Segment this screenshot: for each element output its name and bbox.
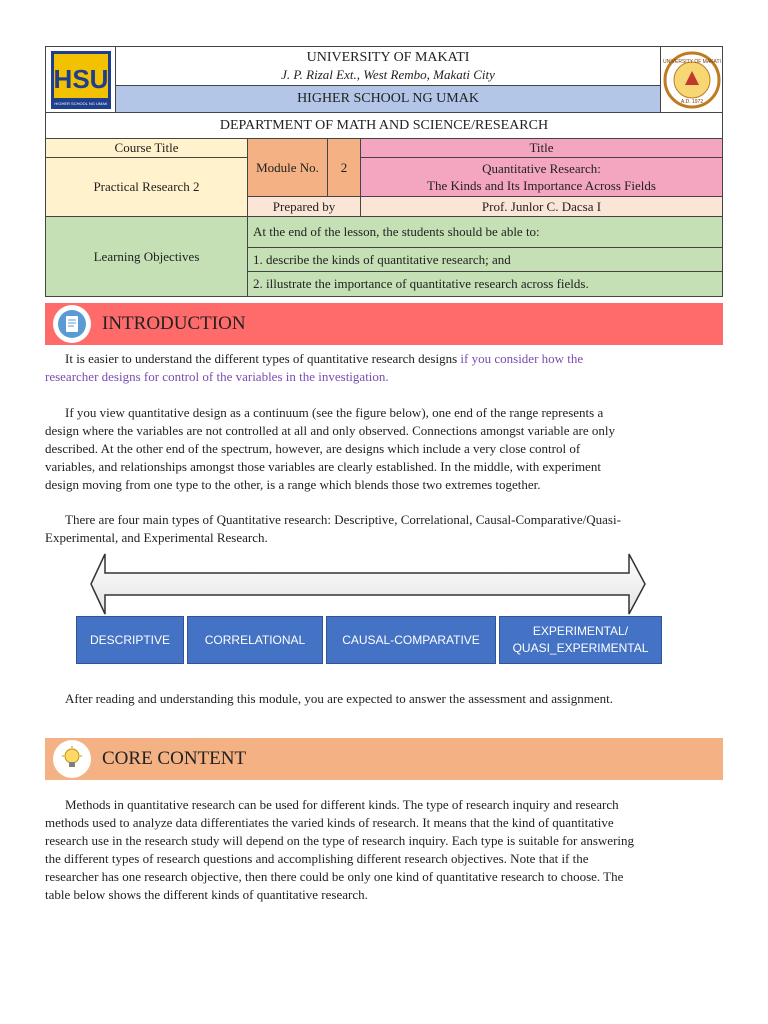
- prepared-by-label: Prepared by: [248, 197, 361, 217]
- department-name: DEPARTMENT OF MATH AND SCIENCE/RESEARCH: [46, 113, 722, 139]
- causal-comparative-box: CAUSAL-COMPARATIVE: [326, 616, 496, 664]
- module-title: [361, 158, 722, 197]
- objective-item-1: 1. describe the kinds of quantitative research; and: [248, 248, 722, 272]
- experimental-box: [499, 616, 662, 664]
- core-content-banner: [45, 738, 723, 780]
- correlational-box: CORRELATIONAL: [187, 616, 323, 664]
- learning-objectives-label: Learning Objectives: [46, 217, 248, 296]
- intro-paragraph-4: After reading and understanding this module, you are expected to answer the assessment and assignment.: [65, 691, 614, 706]
- experimental-box-line1: EXPERIMENTAL/: [532, 624, 629, 638]
- umak-seal: [660, 47, 722, 112]
- module-title-line2: The Kinds and Its Importance Across Fields: [427, 178, 656, 193]
- course-title: Practical Research 2: [46, 158, 248, 217]
- intro-p1-highlight-a: if you consider how the: [460, 351, 584, 366]
- school-name: HIGHER SCHOOL NG UMAK: [116, 85, 660, 112]
- introduction-banner: [45, 303, 723, 345]
- module-title-line1: Quantitative Research:: [482, 161, 601, 176]
- module-number: 2: [328, 139, 361, 197]
- hsu-logo: [46, 47, 116, 112]
- intro-p2-line5: design moving from one type to the other, is a range which blends those two extremes together.: [45, 477, 541, 492]
- introduction-heading: INTRODUCTION: [102, 313, 246, 334]
- objectives-intro: At the end of the lesson, the students should be able to:: [248, 217, 722, 248]
- title-label: Title: [361, 139, 722, 158]
- intro-p2-line4: variables, and relationships amongst those variables are clearly established. In the middle, with experiment: [45, 459, 601, 474]
- experimental-box-line2: QUASI_EXPERIMENTAL: [512, 641, 649, 655]
- research-types-row: [76, 616, 662, 664]
- notebook-icon: [53, 305, 91, 343]
- hsu-logo-subtext: HIGHER SCHOOL NG UMAK: [53, 100, 108, 106]
- seal-year: A.D. 1972: [680, 98, 703, 105]
- hsu-logo-text: HSU: [53, 63, 108, 94]
- university-name: UNIVERSITY OF MAKATI: [306, 50, 470, 65]
- university-address: J. P. Rizal Ext., West Rembo, Makati City: [281, 67, 495, 82]
- core-p1-line5: researcher has one research objective, then there could be only one kind of quantitative research to choose. The: [45, 869, 624, 884]
- intro-paragraph-2: [45, 404, 723, 494]
- objective-item-2: 2. illustrate the importance of quantitative research across fields.: [248, 272, 722, 296]
- descriptive-box: DESCRIPTIVE: [76, 616, 184, 664]
- module-header-table: [45, 46, 723, 297]
- module-label: Module No.: [248, 139, 328, 197]
- intro-p1-highlight-b: researcher designs for control of the variables in the investigation.: [45, 369, 389, 384]
- intro-paragraph-1: [45, 350, 723, 386]
- intro-p3-line2: Experimental, and Experimental Research.: [45, 530, 268, 545]
- seal-text: UNIVERSITY OF MAKATI: [662, 58, 721, 65]
- core-p1-line4: the different types of research questions and accomplishing different research objectives. Note that if the: [45, 851, 589, 866]
- intro-p2-line2: design where the variables are not controlled at all and only observed. Connections amongst variable are only: [45, 423, 616, 438]
- core-p1-line2: methods used to analyze data differentiates the varied kinds of research. It means that the kind of quantitative: [45, 815, 614, 830]
- core-content-heading: CORE CONTENT: [102, 748, 247, 769]
- prepared-by-name: Prof. Junlor C. Dacsa I: [361, 197, 722, 217]
- core-p1-line6: table below shows the different kinds of quantitative research.: [45, 887, 368, 902]
- intro-paragraph-3: [45, 511, 723, 547]
- lightbulb-icon: [53, 740, 91, 778]
- core-paragraph-1: [45, 796, 723, 904]
- core-p1-line3: research use in the research study will depend on the type of research inquiry. Each type is suitable for answering: [45, 833, 635, 848]
- intro-p2-line1: If you view quantitative design as a continuum (see the figure below), one end of the range represents a: [65, 405, 604, 420]
- core-p1-line1: Methods in quantitative research can be used for different kinds. The type of research inquiry and research: [65, 797, 619, 812]
- intro-p2-line3: described. At the other end of the spectrum, however, are designs which include a very close control of: [45, 441, 581, 456]
- course-info-grid: [46, 139, 722, 296]
- course-title-label: Course Title: [46, 139, 248, 158]
- header-top-row: [46, 47, 722, 113]
- intro-p1-text: It is easier to understand the different types of quantitative research designs: [65, 351, 461, 366]
- continuum-double-arrow: [88, 553, 648, 620]
- intro-p3-line1: There are four main types of Quantitative research: Descriptive, Correlational, Causal-Comparative/Quasi-: [65, 512, 621, 527]
